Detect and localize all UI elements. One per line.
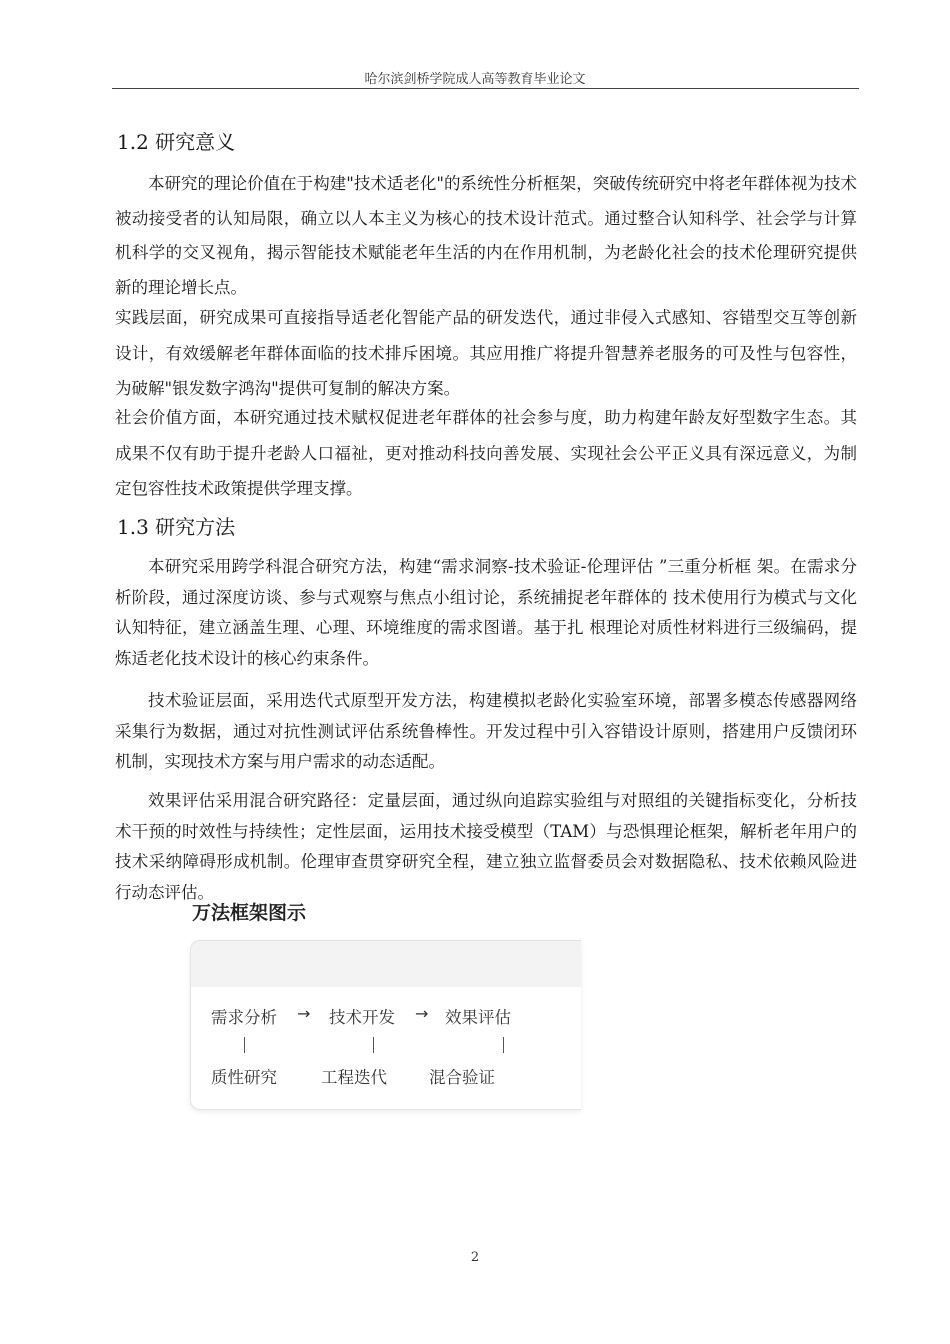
running-header: 哈尔滨剑桥学院成人高等教育毕业论文 — [364, 72, 586, 87]
figure-node-mixed-validation: 混合验证 — [429, 1068, 495, 1087]
header-rule — [112, 88, 859, 89]
figure-node-qualitative-research: 质性研究 — [211, 1068, 277, 1087]
paragraph-1-2-1: 本研究的理论价值在于构建"技术适老化"的系统性分析框架，突破传统研究中将老年群体视为技术被动接受者的认知局限，确立以人本主义为核心的技术设计范式。通过整合认知科学、社会学与计算机科学的交叉视角，揭示智能技术赋能老年生活的内在作用机制，为老龄化社会的技术伦理研究提供新的理论增长点。 — [115, 174, 857, 297]
figure-title: 万法框架图示 — [192, 902, 307, 924]
arrow-right-icon: → — [297, 1004, 311, 1023]
figure-header-band — [191, 941, 581, 987]
section-heading-1-2: 1.2 研究意义 — [117, 130, 236, 154]
paragraph-1-3-2: 技术验证层面，采用迭代式原型开发方法，构建模拟老龄化实验室环境，部署多模态传感器网络采集行为数据，通过对抗性测试评估系统鲁棒性。开发过程中引入容错设计原则，搭建用户反馈闭环机制，实现技术方案与用户需求的动态适配。 — [115, 691, 857, 771]
paragraph-1-3-1: 本研究采用跨学科混合研究方法，构建“需求洞察-技术验证-伦理评估 ”三重分析框 架。在需求分析阶段，通过深度访谈、参与式观察与焦点小组讨论，系统捕捉老年群体的 技术使用行为模式与文化认知特征，建立涵盖生理、心理、环境维度的需求图谱。基于扎 根理论对质性材料进行三级编码，提炼适老化技术设计的核心约束条件。 — [115, 557, 857, 668]
figure-node-demand-analysis: 需求分析 — [211, 1008, 277, 1027]
figure-node-effect-evaluation: 效果评估 — [445, 1008, 511, 1027]
page-number: 2 — [470, 1250, 480, 1265]
figure-node-engineering-iteration: 工程迭代 — [321, 1068, 387, 1087]
paragraph-1-3-3: 效果评估采用混合研究路径：定量层面，通过纵向追踪实验组与对照组的关键指标变化，分析技术干预的时效性与持续性；定性层面，运用技术接受模型（TAM）与恐惧理论框架，解析老年用户的技术采纳障碍形成机制。伦理审查贯穿研究全程，建立独立监督委员会对数据隐私、技术依赖风险进行动态评估。 — [115, 791, 857, 902]
method-framework-figure — [190, 940, 581, 1110]
connector-line — [244, 1037, 245, 1053]
connector-line — [503, 1037, 504, 1053]
arrow-right-icon: → — [415, 1004, 429, 1023]
figure-node-tech-development: 技术开发 — [329, 1008, 395, 1027]
paragraph-1-2-2: 实践层面，研究成果可直接指导适老化智能产品的研发迭代，通过非侵入式感知、容错型交互等创新设计，有效缓解老年群体面临的技术排斥困境。其应用推广将提升智慧养老服务的可及性与包容性，为破解"银发数字鸿沟"提供可复制的解决方案。 — [115, 308, 857, 398]
section-heading-1-3: 1.3 研究方法 — [117, 515, 236, 539]
connector-line — [373, 1037, 374, 1053]
paragraph-1-2-3: 社会价值方面，本研究通过技术赋权促进老年群体的社会参与度，助力构建年龄友好型数字生态。其成果不仅有助于提升老龄人口福祉，更对推动科技向善发展、实现社会公平正义具有深远意义，为制定包容性技术政策提供学理支撑。 — [115, 408, 857, 498]
